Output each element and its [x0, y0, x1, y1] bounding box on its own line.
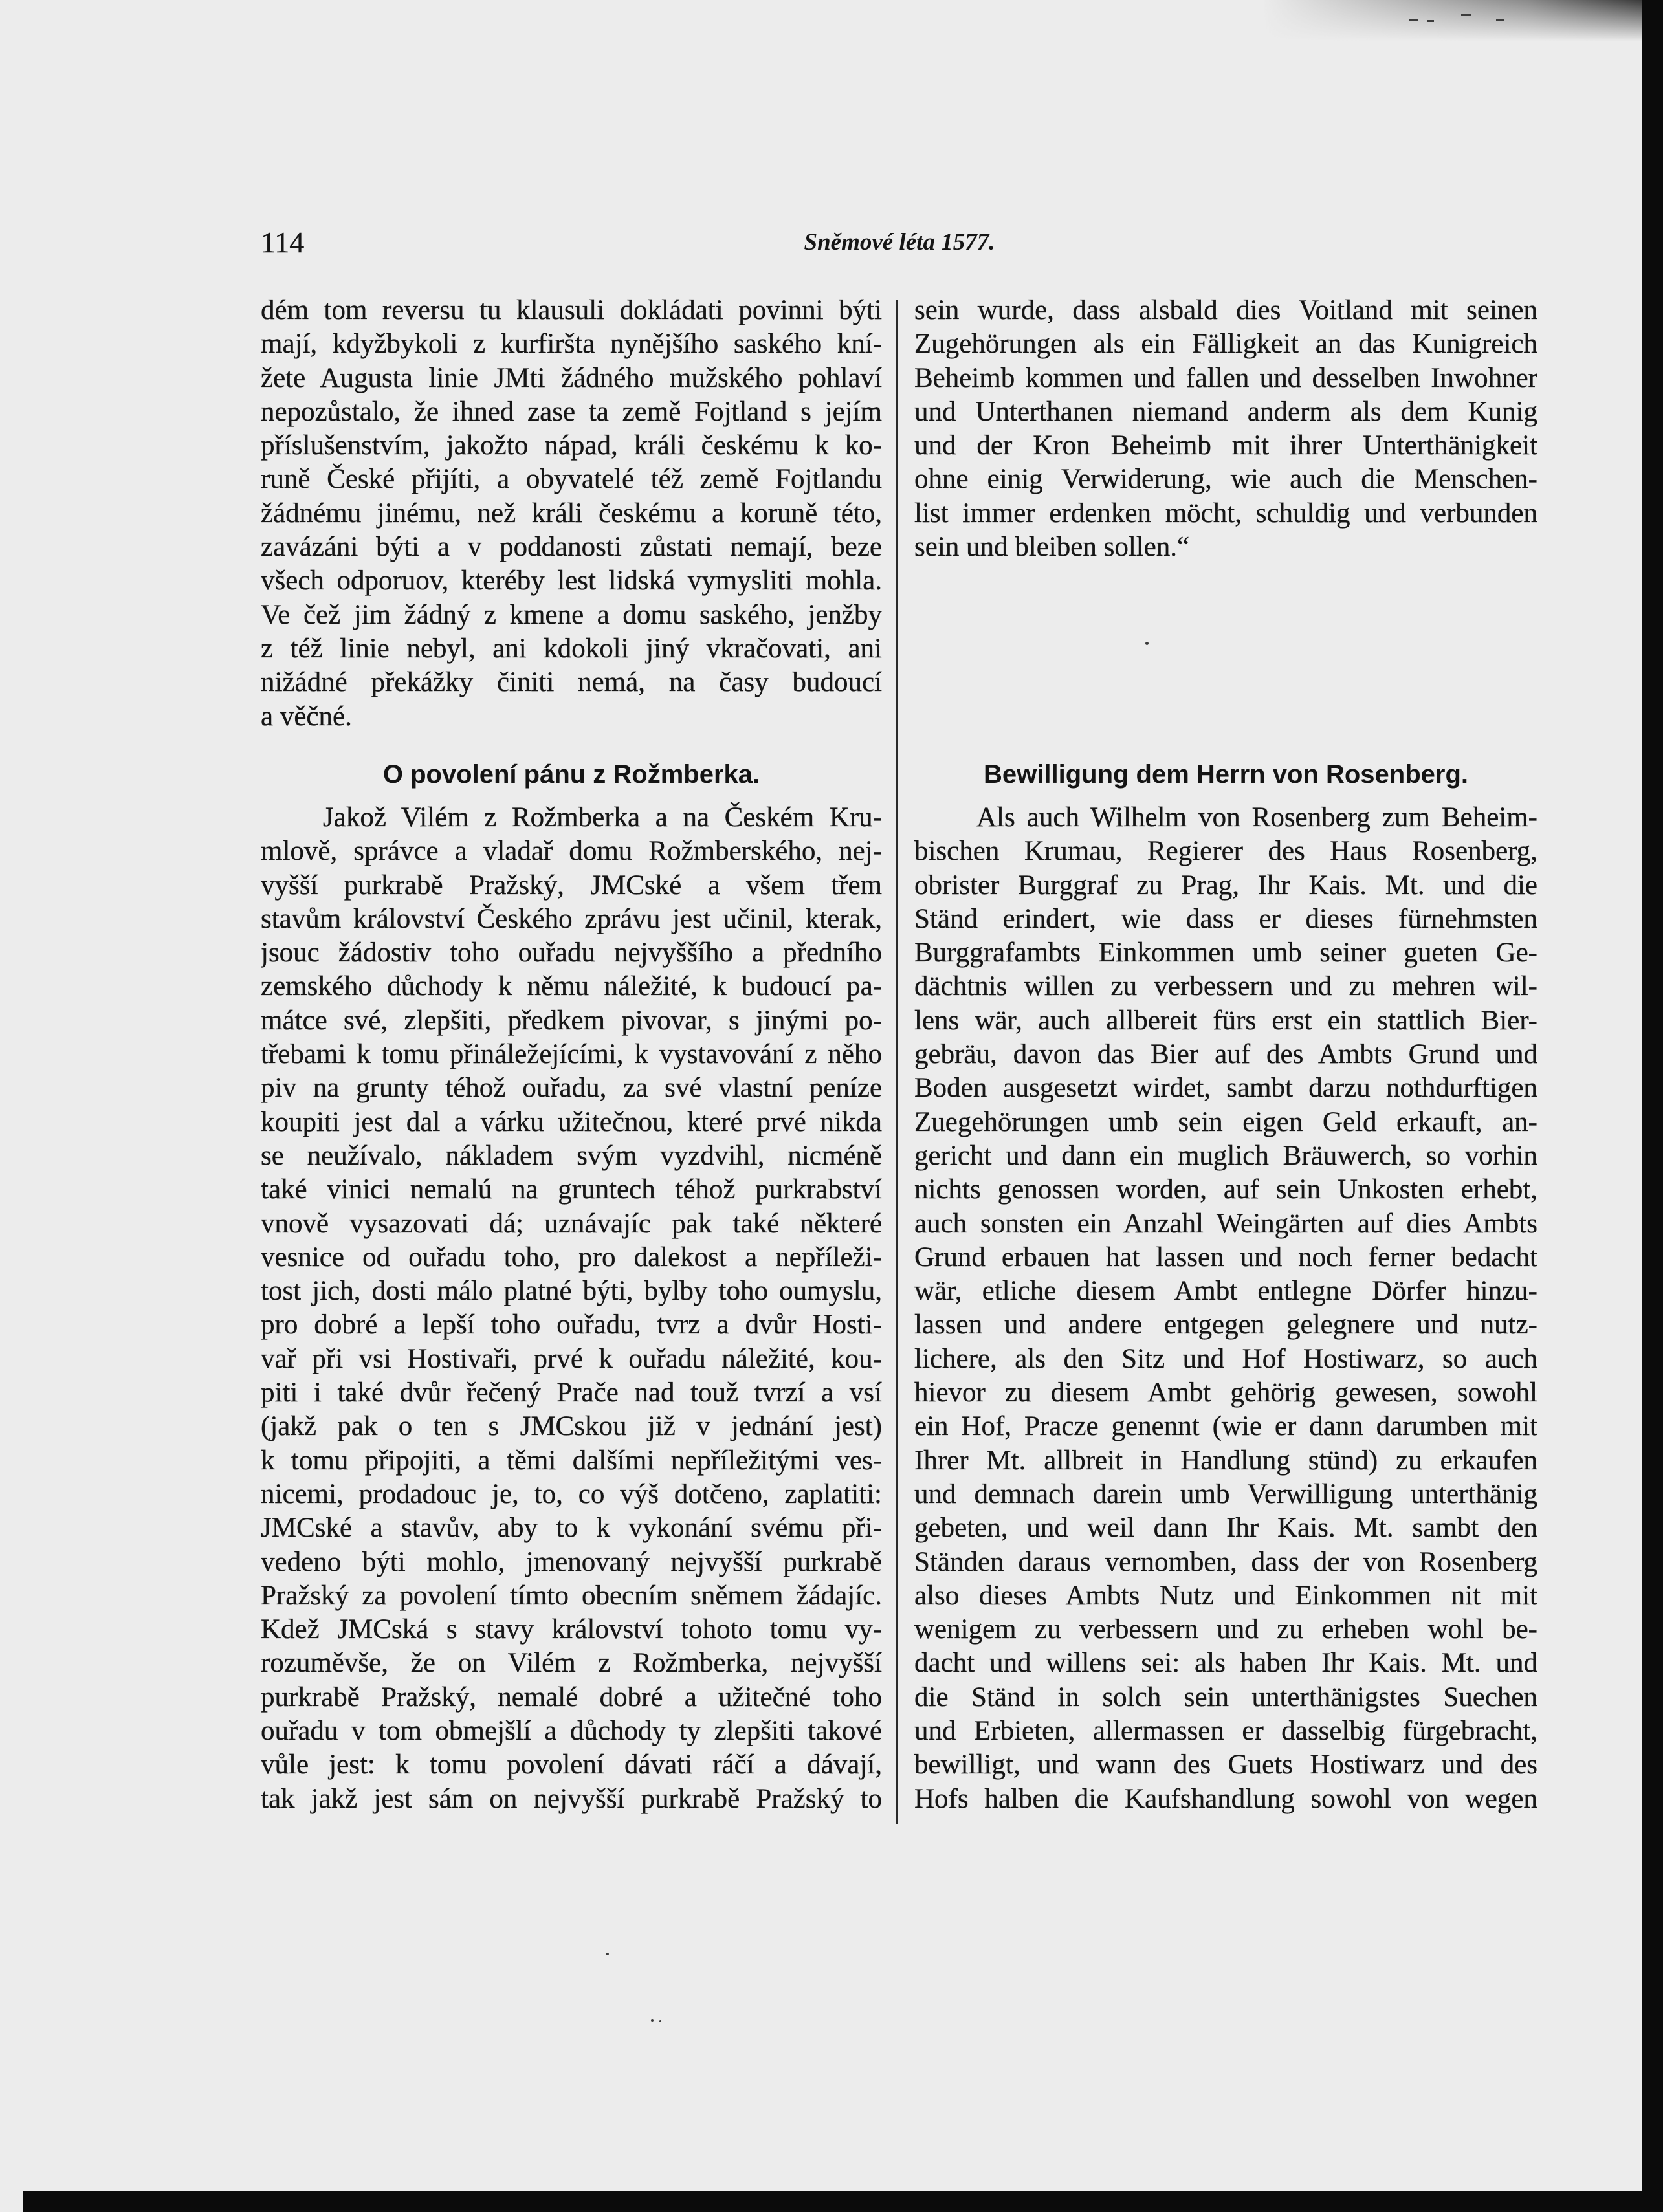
text-line: lens wär, auch allbereit fürs erst ein stattlich Bier- [914, 1005, 1537, 1036]
text-line: Beheimb kommen und fallen und desselben Inwohner [914, 362, 1537, 393]
text-line: vedeno býti mohlo, jmenovaný nejvyšší purkrabě [261, 1546, 882, 1577]
text-line: Ihrer Mt. allbreit in Handlung stünd) zu erkaufen [914, 1445, 1537, 1476]
text-line: purkrabě Pražský, nemalé dobré a užitečné toho [261, 1681, 882, 1713]
text-line: mlově, správce a vladař domu Rožmberského, nej- [261, 836, 882, 867]
text-line: mají, kdyžbykoli z kurfiršta nynějšího saského kní- [261, 329, 882, 360]
text-line: zavázáni býti a v poddanosti zůstati nemají, beze [261, 532, 882, 563]
text-line: nicemi, prodadouc je, to, co výš dotčeno, zaplatiti: [261, 1478, 882, 1509]
scan-dash [1496, 19, 1504, 21]
text-line: also dieses Ambts Nutz und Einkommen nit mit [914, 1580, 1537, 1611]
text-line: und Erbieten, allermassen er dasselbig fürgebracht, [914, 1716, 1537, 1747]
text-line: nichts genossen worden, auf sein Unkosten erhebt, [914, 1174, 1537, 1205]
text-line: piv na grunty téhož ouřadu, za své vlastní peníze [261, 1073, 882, 1104]
czech-section-heading: O povolení pánu z Rožmberka. [382, 760, 760, 789]
text-line: žete Augusta linie JMti žádného mužského pohlaví [261, 362, 882, 393]
text-line: JMCské a stavův, aby to k vykonání svému při- [261, 1513, 882, 1544]
text-line: nižádné překážky činiti nemá, na časy budoucí [261, 667, 882, 698]
german-paragraph-rosenberg [914, 801, 1537, 1816]
text-line: bewilligt, und wann des Guets Hostiwarz und des [914, 1749, 1537, 1780]
german-column [914, 0, 1537, 1876]
text-line: die Ständ in solch sein unterthänigstes Suechen [914, 1681, 1537, 1713]
text-line: mátce své, zlepšiti, předkem pivovar, s jinými po- [261, 1005, 882, 1036]
text-line: také vinici nemalú na gruntech téhož purkrabství [261, 1174, 882, 1205]
text-line: piti i také dvůr řečený Prače nad touž tvrzí a vsí [261, 1377, 882, 1408]
text-line: Kdež JMCská s stavy království tohoto tomu vy- [261, 1614, 882, 1645]
text-line: vůle jest: k tomu povolení dávati ráčí a dávají, [261, 1749, 882, 1780]
text-line: lassen und andere entgegen gelegnere und nutz- [914, 1309, 1537, 1341]
text-line: žádnému jinému, než králi českému a koruně této, [261, 498, 882, 529]
text-line: gebeten, und weil dann Ihr Kais. Mt. sambt den [914, 1513, 1537, 1544]
german-section-heading: Bewilligung dem Herrn von Rosenberg. [984, 760, 1468, 789]
scan-dash [1461, 14, 1471, 16]
text-line: Boden ausgesetzt wirdet, sambt darzu nothdurftigen [914, 1073, 1537, 1104]
text-line: Zugehörungen als ein Fälligkeit an das Kunigreich [914, 329, 1537, 360]
scan-speck [659, 2020, 661, 2022]
text-line: k tomu připojiti, a těmi dalšími nepříležitými ves- [261, 1445, 882, 1476]
scan-border-bottom [23, 2191, 1663, 2212]
text-line: Ständen daraus vernomben, dass der von Rosenberg [914, 1546, 1537, 1577]
czech-paragraph-rozmberk [261, 801, 882, 1816]
text-line: Zuegehörungen umb sein eigen Geld erkauft, an- [914, 1106, 1537, 1137]
text-line: zemského důchody k němu náležité, k budoucí pa- [261, 971, 882, 1002]
text-line: Grund erbauen hat lassen und noch ferner bedacht [914, 1242, 1537, 1273]
text-line: wenigem zu verbessern und zu erheben wohl be- [914, 1614, 1537, 1645]
text-line: Burggrafambts Einkommen umb seiner gueten Ge- [914, 937, 1537, 969]
text-line: všech odporuov, kteréby lest lidská vymysliti mohla. [261, 565, 882, 597]
text-line: vnově vysazovati dá; uznávajíc pak také některé [261, 1208, 882, 1239]
text-line: lichere, als den Sitz und Hof Hostiwarz, so auch [914, 1343, 1537, 1374]
text-line: příslušenstvím, jakožto nápad, králi českému k ko- [261, 430, 882, 461]
scan-dash [1409, 19, 1418, 21]
text-line: a věčné. [261, 701, 352, 732]
text-line: nepozůstalo, že ihned zase ta země Fojtland s jejím [261, 396, 882, 427]
text-line: dacht und willens sei: als haben Ihr Kais. Mt. und [914, 1648, 1537, 1679]
text-line: und der Kron Beheimb mit ihrer Unterthänigkeit [914, 430, 1537, 461]
page-number: 114 [261, 226, 305, 259]
text-line: pro dobré a lepší toho ouřadu, tvrz a dvůr Hosti- [261, 1309, 882, 1341]
czech-paragraph-continued [261, 294, 882, 734]
scan-dash [1427, 20, 1434, 22]
text-line: runě České přijíti, a obyvatelé též země Fojtlandu [261, 464, 882, 495]
scan-border-right [1642, 0, 1663, 2212]
text-line: Ständ erindert, wie dass er dieses fürnehmsten [914, 903, 1537, 934]
text-line: auch sonsten ein Anzahl Weingärten auf dies Ambts [914, 1208, 1537, 1239]
text-line: dém tom reversu tu klausuli dokládati povinni býti [261, 295, 882, 325]
text-line: koupiti jest dal a várku užitečnou, které prvé nikda [261, 1106, 882, 1137]
scan-speck [651, 2019, 654, 2022]
text-line: bischen Krumau, Regierer des Haus Rosenberg, [914, 836, 1537, 867]
scan-speck [1145, 642, 1149, 645]
german-paragraph-continued [914, 294, 1537, 564]
text-line: und demnach darein umb Verwilligung unterthänig [914, 1478, 1537, 1509]
czech-column [261, 0, 882, 1876]
text-line: dächtnis willen zu verbessern und zu mehren wil- [914, 971, 1537, 1002]
text-line: vyšší purkrabě Pražský, JMCské a všem třem [261, 870, 882, 901]
text-line: Hofs halben die Kaufshandlung sowohl von wegen [914, 1783, 1537, 1814]
column-divider-rule [896, 300, 898, 1824]
text-line: tost jich, dosti málo platné býti, bylby toho oumyslu, [261, 1276, 882, 1307]
text-line: se neužívalo, nákladem svým vyzdvihl, nicméně [261, 1140, 882, 1171]
text-line: třebami k tomu přináležejícími, k vystavování z něho [261, 1039, 882, 1070]
text-line: ouřadu v tom obmejšlí a důchody ty zlepšiti takové [261, 1716, 882, 1747]
text-line: list immer erdenken möcht, schuldig und verbunden [914, 498, 1537, 529]
text-line: sein und bleiben sollen.“ [914, 532, 1190, 563]
text-line: tak jakž jest sám on nejvyšší purkrabě Pražský to [261, 1783, 882, 1814]
scan-speck [606, 1953, 609, 1955]
text-line: gericht und dann ein muglich Bräuwerch, so vorhin [914, 1140, 1537, 1171]
text-line: jsouc žádostiv toho ouřadu nejvyššího a předního [261, 937, 882, 969]
text-line: Pražský za povolení tímto obecním sněmem žádajíc. [261, 1580, 882, 1611]
text-line: Jakož Vilém z Rožmberka a na Českém Kru- [323, 802, 882, 833]
running-title: Sněmové léta 1577. [804, 229, 995, 256]
text-line: (jakž pak o ten s JMCskou již v jednání jest) [261, 1411, 882, 1442]
text-line: z též linie nebyl, ani kdokoli jiný vkračovati, ani [261, 633, 882, 664]
text-line: Ve čež jim žádný z kmene a domu saského, jenžby [261, 599, 882, 630]
text-line: vař při vsi Hostivaři, prvé k ouřadu náležité, kou- [261, 1343, 882, 1374]
text-line: vesnice od ouřadu toho, pro dalekost a nepříleži- [261, 1242, 882, 1273]
text-line: ohne einig Verwiderung, wie auch die Menschen- [914, 464, 1537, 495]
text-line: hievor zu diesem Ambt gehörig gewesen, sowohl [914, 1377, 1537, 1408]
text-line: obrister Burggraf zu Prag, Ihr Kais. Mt. und die [914, 870, 1537, 901]
text-line: wär, etliche diesem Ambt entlegne Dörfer hinzu- [914, 1276, 1537, 1307]
text-line: rozuměvše, že on Vilém z Rožmberka, nejvyšší [261, 1648, 882, 1679]
text-line: sein wurde, dass alsbald dies Voitland mit seinen [914, 295, 1537, 325]
text-line: gebräu, davon das Bier auf des Ambts Grund und [914, 1039, 1537, 1070]
text-line: stavům království Českého zprávu jest učinil, kterak, [261, 903, 882, 934]
text-line: Als auch Wilhelm von Rosenberg zum Beheim- [976, 802, 1537, 833]
text-line: und Unterthanen niemand anderm als dem Kunig [914, 396, 1537, 427]
text-line: ein Hof, Pracze genennt (wie er dann darumben mit [914, 1411, 1537, 1442]
